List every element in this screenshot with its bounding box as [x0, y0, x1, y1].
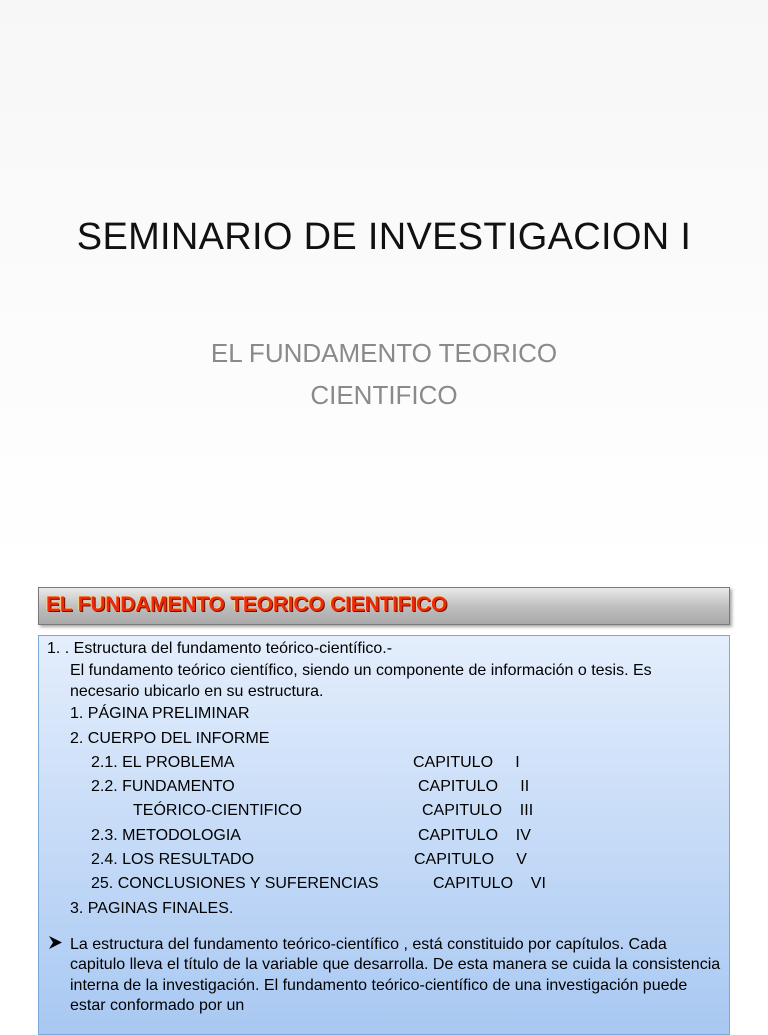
subtitle-line-1: EL FUNDAMENTO TEORICO [210, 338, 558, 368]
list-item-finales: 3. PAGINAS FINALES. [70, 899, 234, 917]
chapter-label: 2.3. METODOLOGIA [91, 826, 241, 844]
chapter-label: 2.4. LOS RESULTADO [91, 851, 255, 869]
slide-subtitle [0, 332, 768, 416]
chapter-number: CAPITULO III [422, 802, 534, 820]
chapter-row [47, 799, 721, 823]
chapter-row [47, 824, 721, 848]
intro-heading: 1. . Estructura del fundamento teórico-científico.- [47, 640, 393, 657]
chapter-row [47, 751, 721, 775]
chapter-number: CAPITULO IV [418, 826, 531, 844]
chapter-label: 25. CONCLUSIONES Y SUFERENCIAS [91, 875, 379, 893]
arrowhead-bullet-icon [48, 935, 66, 957]
list-item-preliminar: 1. PÁGINA PRELIMINAR [70, 705, 250, 723]
header-banner [38, 587, 730, 625]
chapter-number: CAPITULO II [418, 778, 530, 796]
chapter-label: TEÓRICO-CIENTIFICO [133, 802, 302, 820]
intro-text: El fundamento teórico científico, siendo un componente de información o tesis. Es necesario ubicarlo en su estructura. [70, 662, 652, 700]
list-item-cuerpo: 2. CUERPO DEL INFORME [70, 729, 270, 747]
chapter-number: CAPITULO VI [433, 875, 546, 893]
bullet-paragraph [47, 935, 721, 1017]
chapter-number: CAPITULO I [413, 753, 520, 771]
header-title: EL FUNDAMENTO TEORICO CIENTIFICO [46, 593, 448, 616]
bullet-text: La estructura del fundamento teórico-científico , está constituido por capítulos. Cada capitulo lleva el título de la variable que desarrolla. De esta manera se cuida la consistencia interna de la investigación. El fundamento teórico-científico de una investigación puede estar conformado por un [70, 935, 721, 1015]
content-slide [0, 576, 768, 1024]
chapter-label: 2.2. FUNDAMENTO [91, 778, 235, 796]
slide-title: SEMINARIO DE INVESTIGACION I [76, 216, 692, 258]
chapter-label: 2.1. EL PROBLEMA [91, 753, 235, 771]
chapter-row [47, 872, 721, 896]
subtitle-line-2: CIENTIFICO [310, 380, 458, 410]
content-box [38, 635, 730, 1035]
chapter-row [47, 848, 721, 872]
chapter-row [47, 775, 721, 799]
chapter-number: CAPITULO V [414, 851, 527, 869]
